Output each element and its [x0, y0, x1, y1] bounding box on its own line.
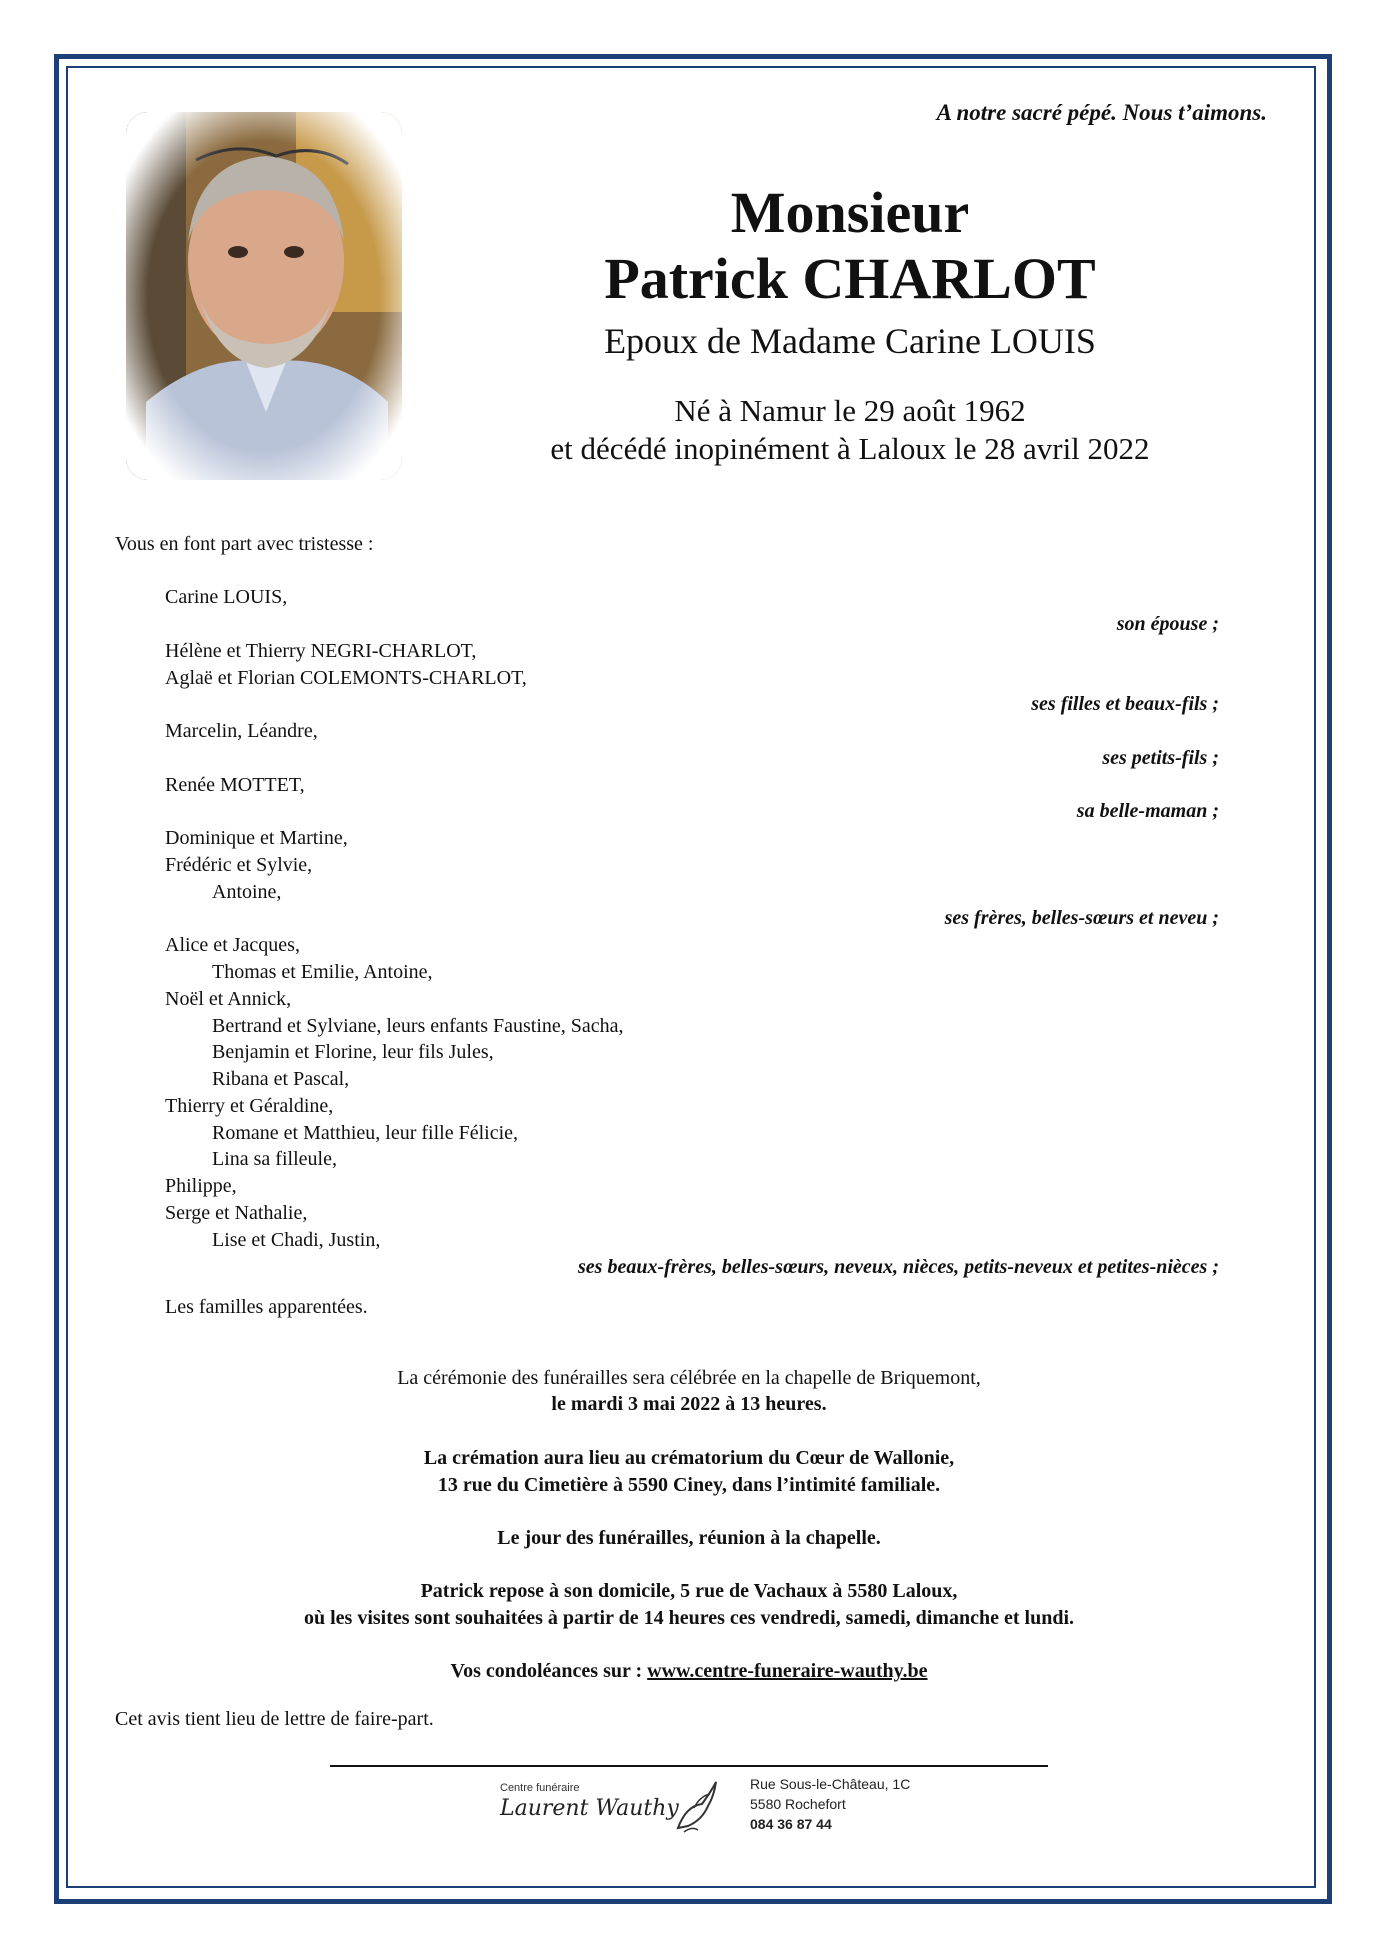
ceremony-line: La cérémonie des funérailles sera célébrée en la chapelle de Briquemont, — [397, 1367, 981, 1389]
funeral-home-logo — [492, 1772, 952, 1842]
relation-label: ses filles et beaux-fils ; — [1031, 693, 1219, 715]
relation-label: ses frères, belles-sœurs et neveu ; — [944, 907, 1219, 929]
reunion-line: Le jour des funérailles, réunion à la chapelle. — [497, 1527, 881, 1549]
family-line: Lise et Chadi, Justin, — [212, 1229, 381, 1251]
dove-icon — [672, 1776, 720, 1836]
family-line: Carine LOUIS, — [165, 586, 288, 608]
spouse-line: Epoux de Madame Carine LOUIS — [604, 321, 1096, 361]
relation-label: ses petits-fils ; — [1102, 747, 1219, 769]
condolences-label: Vos condoléances sur : — [450, 1660, 648, 1682]
family-line: Frédéric et Sylvie, — [165, 854, 313, 876]
intro-text: Vous en font part avec tristesse : — [115, 533, 374, 555]
repose-line: Patrick repose à son domicile, 5 rue de Vachaux à 5580 Laloux, — [420, 1580, 958, 1602]
family-line: Les familles apparentées. — [165, 1296, 368, 1318]
family-line: Thierry et Géraldine, — [165, 1095, 334, 1117]
cremation-address: 13 rue du Cimetière à 5590 Ciney, dans l’intimité familiale. — [437, 1474, 941, 1496]
family-line: Hélène et Thierry NEGRI-CHARLOT, — [165, 640, 477, 662]
address-street: Rue Sous-le-Château, 1C — [750, 1776, 911, 1792]
family-line: Noël et Annick, — [165, 988, 292, 1010]
family-line: Benjamin et Florine, leur fils Jules, — [212, 1041, 494, 1063]
family-line: Philippe, — [165, 1175, 237, 1197]
relation-label: sa belle-maman ; — [1076, 800, 1219, 822]
visits-line: où les visites sont souhaitées à partir de 14 heures ces vendredi, samedi, dimanche et lundi. — [303, 1607, 1075, 1629]
family-line: Antoine, — [212, 881, 282, 903]
phone-number: 084 36 87 44 — [750, 1816, 832, 1832]
family-line: Ribana et Pascal, — [212, 1068, 350, 1090]
relation-label: ses beaux-frères, belles-sœurs, neveux, nièces, petits-neveux et petites-nièces ; — [578, 1256, 1219, 1278]
deceased-name: Patrick CHARLOT — [604, 246, 1096, 311]
family-line: Aglaë et Florian COLEMONTS-CHARLOT, — [165, 667, 527, 689]
death-line: et décédé inopinément à Laloux le 28 avril 2022 — [550, 431, 1150, 466]
family-line: Bertrand et Sylviane, leurs enfants Faustine, Sacha, — [212, 1015, 624, 1037]
family-line: Marcelin, Léandre, — [165, 720, 318, 742]
family-line: Romane et Matthieu, leur fille Félicie, — [212, 1122, 519, 1144]
family-line: Alice et Jacques, — [165, 934, 300, 956]
family-line: Dominique et Martine, — [165, 827, 348, 849]
condolences-line — [0, 1660, 1378, 1683]
title: Monsieur — [730, 180, 970, 245]
family-line: Thomas et Emilie, Antoine, — [212, 961, 433, 983]
closing-note: Cet avis tient lieu de lettre de faire-part. — [115, 1708, 434, 1730]
logo-script: Laurent Wauthy — [500, 1796, 679, 1821]
ceremony-date: le mardi 3 mai 2022 à 13 heures. — [551, 1393, 827, 1415]
birth-line: Né à Namur le 29 août 1962 — [674, 393, 1026, 428]
address-city: 5580 Rochefort — [750, 1796, 846, 1812]
family-line: Renée MOTTET, — [165, 774, 305, 796]
family-line: Lina sa filleule, — [212, 1148, 337, 1170]
footer-divider — [330, 1765, 1048, 1767]
logo-caption: Centre funéraire — [500, 1782, 580, 1794]
relation-label: son épouse ; — [1116, 613, 1219, 635]
portrait-photo — [126, 112, 402, 480]
dedication: A notre sacré pépé. Nous t’aimons. — [936, 100, 1267, 125]
family-line: Serge et Nathalie, — [165, 1202, 308, 1224]
cremation-line: La crémation aura lieu au crématorium du Cœur de Wallonie, — [423, 1447, 955, 1469]
condolences-link[interactable]: www.centre-funeraire-wauthy.be — [647, 1660, 928, 1682]
